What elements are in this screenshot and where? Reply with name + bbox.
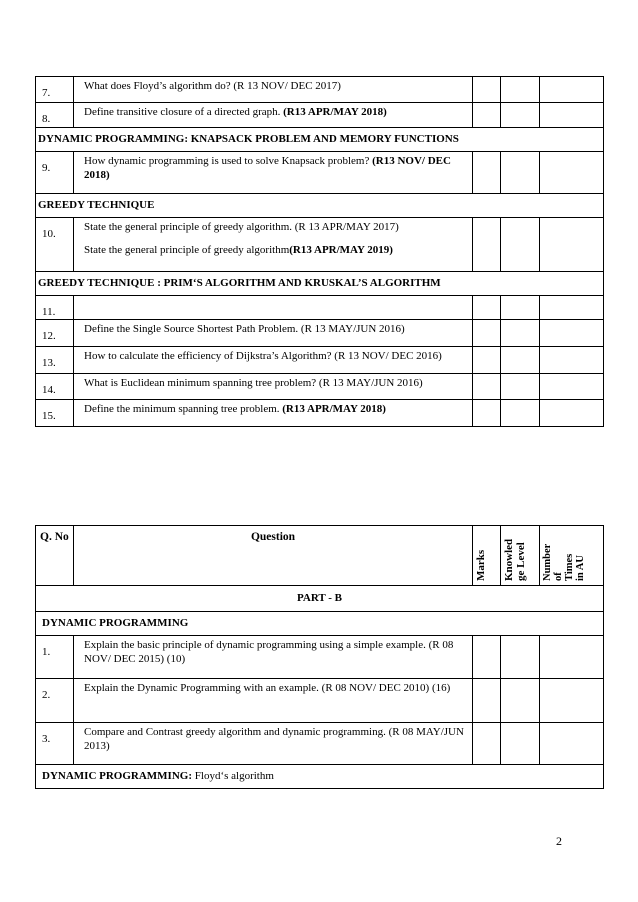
table-row (36, 679, 604, 723)
question-text: Explain the Dynamic Programming with an example. (R 08 NOV/ DEC 2010) (16) (74, 679, 473, 723)
question-text (74, 218, 473, 272)
table-row (36, 400, 604, 427)
section-row (36, 765, 604, 789)
empty-cell (540, 103, 604, 128)
question-number: 1. (36, 636, 74, 679)
empty-cell (473, 400, 501, 427)
question-number: 15. (36, 400, 74, 427)
empty-cell (540, 296, 604, 320)
table-row (36, 723, 604, 765)
empty-cell (501, 374, 540, 400)
table-row (36, 103, 604, 128)
question-text (74, 374, 473, 400)
question-text-part: Define the minimum spanning tree problem. (84, 403, 283, 415)
question-number: 2. (36, 679, 74, 723)
question-text (74, 103, 473, 128)
question-text: Explain the basic principle of dynamic programming using a simple example. (R 08 NOV/ DEC 2015) (10) (74, 636, 473, 679)
header-marks: Marks (475, 549, 487, 581)
empty-cell (501, 347, 540, 374)
question-text-line: State the general principle of greedy algorithm. (R 13 APR/MAY 2017) (84, 221, 399, 233)
section-label: DYNAMIC PROGRAMMING: KNAPSACK PROBLEM AND MEMORY FUNCTIONS (36, 128, 604, 152)
section-label: GREEDY TECHNIQUE : PRIM‘S ALGORITHM AND KRUSKAL’S ALGORITHM (36, 272, 604, 296)
section-row (36, 128, 604, 152)
section-label: DYNAMIC PROGRAMMING (36, 612, 604, 636)
question-text-bold: (R13 NOV/ DEC 2018) (84, 155, 451, 181)
question-text (74, 77, 473, 103)
question-text (74, 400, 473, 427)
empty-cell (501, 77, 540, 103)
part-row (36, 586, 604, 612)
section-row (36, 272, 604, 296)
question-text-part: Define the Single Source Shortest Path Problem. (R 13 MAY/JUN 2016) (84, 323, 405, 335)
header-question: Question (74, 526, 473, 586)
empty-cell (540, 374, 604, 400)
empty-cell (473, 103, 501, 128)
question-number: 3. (36, 723, 74, 765)
question-text-part: Define transitive closure of a directed graph. (84, 106, 284, 118)
header-qno: Q. No (36, 526, 74, 586)
question-text-part: How dynamic programming is used to solve Knapsack problem? (84, 155, 373, 167)
empty-cell (501, 320, 540, 347)
table-row (36, 77, 604, 103)
header-number-of-times: Number of Times in AU (542, 543, 586, 581)
table-row (36, 374, 604, 400)
section-label-rest: Floyd‘s algorithm (192, 770, 274, 782)
empty-cell (540, 152, 604, 194)
question-text-bold: (R13 APR/MAY 2018) (282, 403, 386, 415)
header-row (36, 526, 604, 586)
table-row (36, 636, 604, 679)
empty-cell (473, 218, 501, 272)
page-number: 2 (556, 834, 562, 848)
empty-cell (540, 77, 604, 103)
question-text-bold: (R13 APR/MAY 2018) (283, 106, 387, 118)
table-row (36, 152, 604, 194)
questions-table-part-b (35, 525, 604, 789)
empty-cell (501, 103, 540, 128)
question-text-part: What does Floyd’s algorithm do? (R 13 NOV/ DEC 2017) (84, 80, 341, 92)
table-row (36, 320, 604, 347)
empty-cell (540, 320, 604, 347)
table-row (36, 347, 604, 374)
empty-cell (473, 347, 501, 374)
empty-cell (501, 296, 540, 320)
question-number: 10. (36, 218, 74, 272)
section-label: GREEDY TECHNIQUE (36, 194, 604, 218)
part-label: PART - B (36, 586, 604, 612)
table-row (36, 218, 604, 272)
empty-cell (473, 296, 501, 320)
question-text-part: How to calculate the efficiency of Dijkstra’s Algorithm? (R 13 NOV/ DEC 2016) (84, 350, 442, 362)
empty-cell (473, 152, 501, 194)
empty-cell (501, 218, 540, 272)
question-text (74, 152, 473, 194)
question-number: 12. (36, 320, 74, 347)
question-text (74, 296, 473, 320)
question-text-line (84, 243, 466, 257)
question-text-part: What is Euclidean minimum spanning tree problem? (R 13 MAY/JUN 2016) (84, 377, 423, 389)
empty-cell (540, 400, 604, 427)
question-text-bold: (R13 APR/MAY 2019) (289, 244, 393, 256)
empty-cell (473, 77, 501, 103)
question-text (74, 320, 473, 347)
section-row (36, 612, 604, 636)
empty-cell (540, 218, 604, 272)
header-knowledge-level: Knowled ge Level (503, 538, 527, 581)
question-text: Compare and Contrast greedy algorithm and dynamic programming. (R 08 MAY/JUN 2013) (74, 723, 473, 765)
empty-cell (501, 152, 540, 194)
empty-cell (501, 400, 540, 427)
questions-table-part-a (35, 76, 604, 427)
empty-cell (473, 374, 501, 400)
empty-cell (473, 320, 501, 347)
question-number: 9. (36, 152, 74, 194)
question-number: 14. (36, 374, 74, 400)
question-number: 13. (36, 347, 74, 374)
section-label (36, 765, 604, 789)
question-text (74, 347, 473, 374)
question-number: 11. (36, 296, 74, 320)
question-number: 8. (36, 103, 74, 128)
table-row (36, 296, 604, 320)
question-number: 7. (36, 77, 74, 103)
question-text-part: State the general principle of greedy algorithm (84, 244, 290, 256)
section-row (36, 194, 604, 218)
section-label-bold: DYNAMIC PROGRAMMING: (42, 770, 193, 782)
empty-cell (540, 347, 604, 374)
